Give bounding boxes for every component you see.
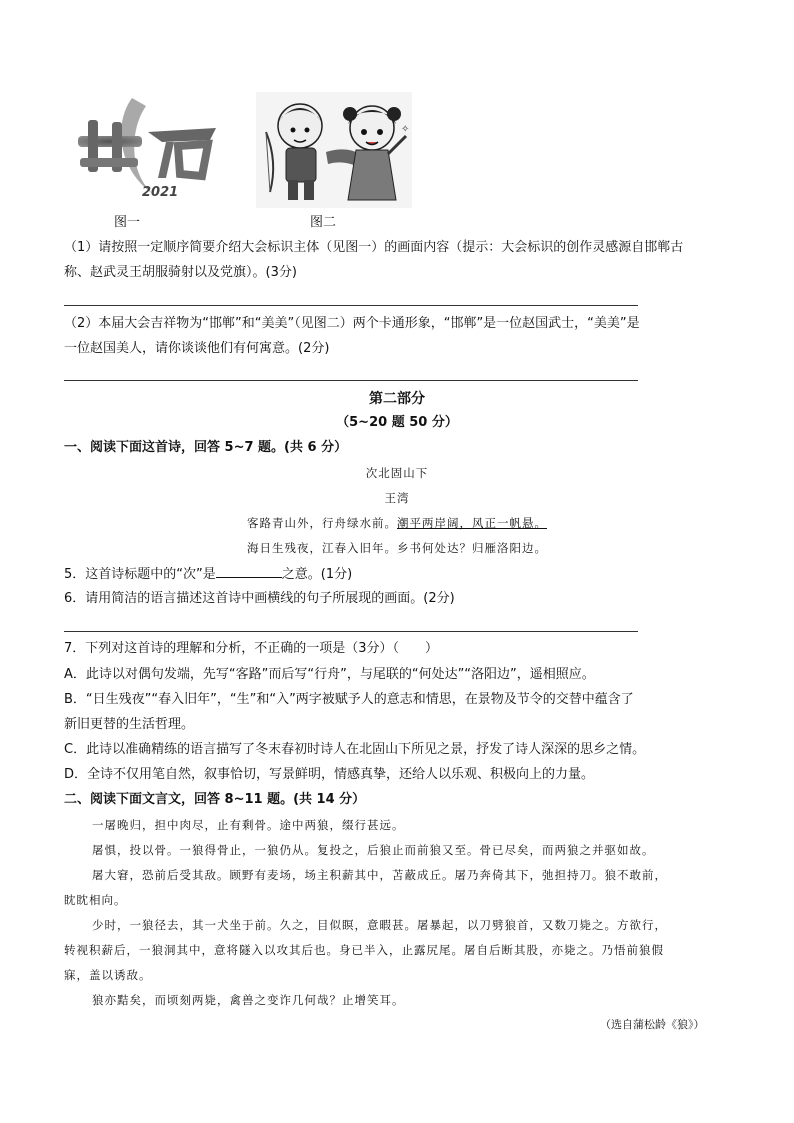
- classical-text-p4-line-3: 寐，盖以诱敌。: [64, 968, 152, 982]
- question-7-stem: 7．下列对这首诗的理解和分析，不正确的一项是（3分）（ ）: [64, 641, 439, 656]
- poem-author: 王湾: [384, 491, 410, 505]
- part-2-title: 第二部分: [369, 391, 425, 407]
- section-1-heading: 一、阅读下面这首诗，回答 5~7 题。(共 6 分）: [64, 440, 348, 455]
- answer-line-1[interactable]: [64, 305, 638, 306]
- classical-text-p1: 一屠晚归，担中肉尽，止有剩骨。途中两狼，缀行甚远。: [92, 818, 405, 832]
- classical-text-source: （选自蒲松龄《狼》）: [600, 1018, 705, 1031]
- question-1-line-2: 称、赵武灵王胡服骑射以及党旗）。(3分): [64, 265, 297, 280]
- figure-1-logo: [70, 92, 222, 208]
- question-2-line-2: 一位赵国美人，请你谈谈他们有何寓意。(2分): [64, 341, 330, 356]
- figure-1-caption: 图一: [114, 215, 141, 230]
- poem-line-1: [0, 515, 794, 531]
- classical-text-p3-line-1: 屠大窘，恐前后受其敌。顾野有麦场，场主积薪其中，苫蔽成丘。屠乃奔倚其下，弛担持刀。狼不敢前，: [92, 868, 667, 882]
- mascot-graphic: [256, 92, 412, 208]
- question-5-blank[interactable]: [216, 565, 282, 578]
- poem-line-1-plain: 客路青山外，行舟绿水前。: [247, 516, 397, 530]
- question-7-option-b-line-2[interactable]: 新旧更替的生活哲理。: [64, 717, 195, 732]
- figure-2-mascots: [256, 92, 412, 208]
- question-5-after: 之意。(1分): [281, 567, 353, 582]
- question-5-before: 5．这首诗标题中的“次”是: [64, 567, 216, 582]
- classical-text-p5: 狼亦黠矣，而顷刻两毙，禽兽之变诈几何哉？止增笑耳。: [92, 993, 405, 1007]
- question-5: [64, 565, 352, 584]
- question-7-option-a[interactable]: A．此诗以对偶句发端，先写“客路”而后写“行舟”，与尾联的“何处达”“洛阳边”，遥相照应。: [64, 667, 595, 682]
- part-2-subtitle: （5~20 题 50 分）: [336, 415, 458, 430]
- svg-text:✧: ✧: [401, 124, 410, 135]
- question-6: 6．请用简洁的语言描述这首诗中画横线的句子所展现的画面。(2分): [64, 591, 455, 606]
- answer-line-2[interactable]: [64, 380, 638, 381]
- question-7-option-b-line-1[interactable]: B．“日生残夜”“春入旧年”，“生”和“入”两字被赋予人的意志和情思，在景物及节令的交替中蕴含了: [64, 692, 634, 707]
- answer-line-6[interactable]: [64, 631, 638, 632]
- poem-title: 次北固山下: [365, 466, 429, 480]
- classical-text-p3-line-2: 眈眈相向。: [64, 893, 127, 907]
- figure-2-caption: 图二: [310, 215, 337, 230]
- question-2-line-1: （2）本届大会吉祥物为“邯郸”和“美美”（见图二）两个卡通形象，“邯郸”是一位赵国武士，“美美”是: [64, 316, 640, 331]
- logo-graphic: [70, 92, 222, 208]
- question-1-line-1: （1）请按照一定顺序简要介绍大会标识主体（见图一）的画面内容（提示：大会标识的创作灵感源自邯郸古: [64, 240, 684, 255]
- section-2-heading: 二、阅读下面文言文，回答 8~11 题。(共 14 分）: [64, 792, 366, 807]
- classical-text-p4-line-2: 转视积薪后，一狼洞其中，意将隧入以攻其后也。身已半入，止露尻尾。屠自后断其股，亦毙之。乃悟前狼假: [64, 943, 664, 957]
- classical-text-p4-line-1: 少时，一狼径去，其一犬坐于前。久之，目似瞑，意暇甚。屠暴起，以刀劈狼首，又数刀毙之。方欲行，: [92, 918, 667, 932]
- question-7-option-c[interactable]: C．此诗以准确精练的语言描写了冬末春初时诗人在北固山下所见之景，抒发了诗人深深的思乡之情。: [64, 742, 646, 757]
- logo-year: 2021: [142, 185, 179, 200]
- poem-line-1-underlined: 潮平两岸阔，风正一帆悬。: [397, 516, 547, 530]
- classical-text-p2: 屠惧，投以骨。一狼得骨止，一狼仍从。复投之，后狼止而前狼又至。骨已尽矣，而两狼之并驱如故。: [92, 843, 655, 857]
- question-7-option-d[interactable]: D．全诗不仅用笔自然，叙事恰切，写景鲜明，情感真挚，还给人以乐观、积极向上的力量。: [64, 767, 595, 782]
- poem-line-2: 海日生残夜，江春入旧年。乡书何处达？归雁洛阳边。: [247, 541, 547, 555]
